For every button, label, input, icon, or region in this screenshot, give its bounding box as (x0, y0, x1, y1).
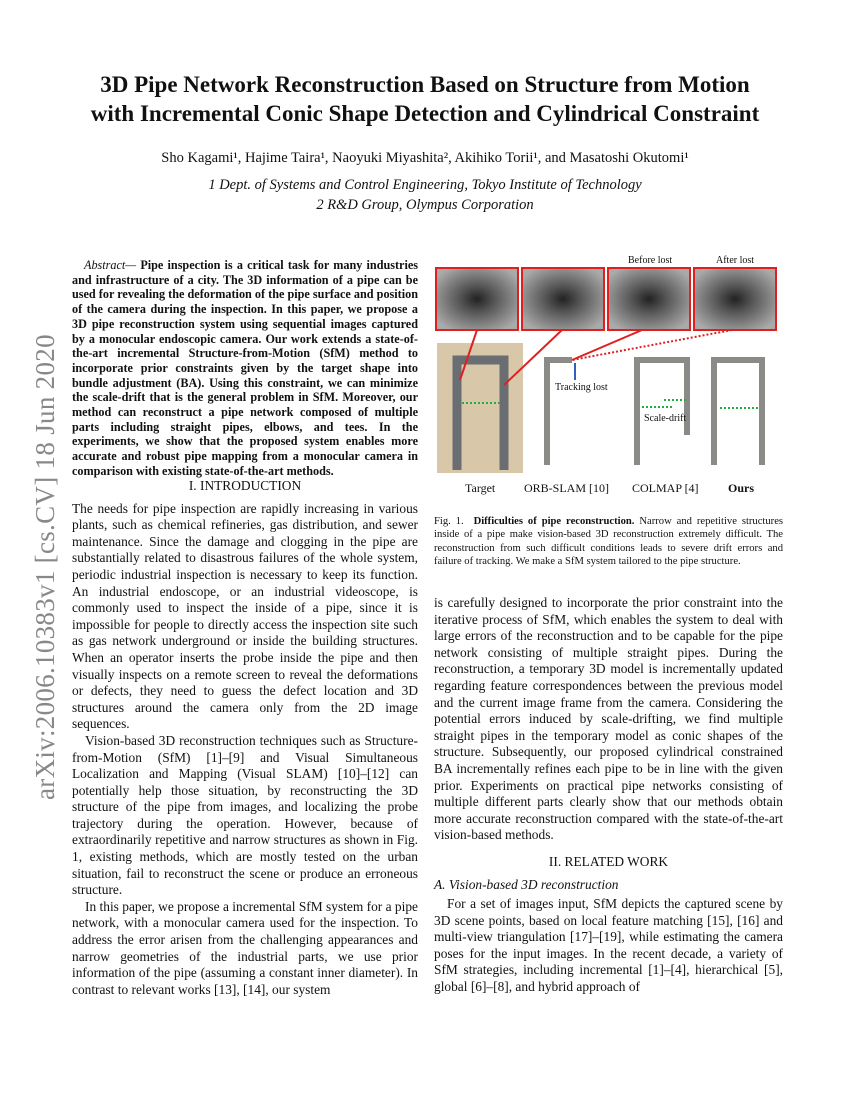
introduction (72, 478, 418, 998)
figure-1-image (432, 255, 787, 500)
subsection-heading-vision-based: A. Vision-based 3D reconstruction (434, 876, 619, 892)
column-label-colmap: COLMAP [4] (632, 481, 699, 495)
arxiv-stamp: arXiv:2006.10383v1 [cs.CV] 18 Jun 2020 (30, 334, 60, 800)
ours-reconstruction (714, 360, 762, 465)
authors: Sho Kagami¹, Hajime Taira¹, Naoyuki Miyashita², Akihiko Torii¹, and Masatoshi Okutomi¹ (161, 150, 689, 166)
caption-title: Difficulties of pipe reconstruction. (473, 516, 635, 527)
caption-prefix: Fig. 1. (434, 516, 464, 527)
column-label-target: Target (465, 481, 496, 495)
intro-paragraph-1: The needs for pipe inspection are rapidly increasing in various plants, such as chemical refineries, gas distribution, and sewer maintenance. Since the damage and clogging in the pipe are substantially related to disastrous failures of the whole system, periodic industrial inspection is necessary to keep its function. An industrial endoscope, or an industrial videoscope, is commonly used to inspect the inside of a pipe, since it is impossible for people to directly access the inspection site such as gas network underground or inside the building structures. When an operator inserts the probe inside the pipe and then visually inspects on a remote screen to reveal the deformations or defects, they need to guess the defect location and 3D structures around the camera only from the 2D image sequences. (72, 500, 418, 732)
endoscope-frame-after-lost (694, 268, 776, 330)
caption-text: Narrow and repetitive structures inside of a pipe make vision-based 3D reconstruction extremely difficult. The reconstruction from such difficult conditions leads to severe drift errors and failure of tracking. We make a SfM system tailored to the pipe structure. (434, 516, 784, 567)
abstract-label: Abstract— (84, 258, 137, 272)
section-heading-related-work: II. RELATED WORK (548, 853, 669, 869)
figure-1 (432, 255, 787, 500)
title-line-2: with Incremental Conic Shape Detection and Cylindrical Constraint (90, 101, 760, 126)
intro-paragraph-2: Vision-based 3D reconstruction techniques such as Structure-from-Motion (SfM) [1]–[9] and Visual Simultaneous Localization and Mapping (Visual SLAM) [10]–[12] can potentially help those situation, by reconstructing the 3D structure of the pipe from images, and localizing the probe trajectory during the operation. However, because of extraordinarily repetitive and narrow structures as shown in Fig. 1, existing methods, which are mostly tested on the urban situation, fail to reconstruct the scene or produce an erroneous structure. (72, 732, 418, 898)
orb-slam-reconstruction (547, 360, 572, 465)
label-scale-drift: Scale-drift (644, 413, 687, 424)
related-work-paragraph-1: For a set of images input, SfM depicts the captured scene by 3D scene points, based on local feature matching [15], [16] and multi-view triangulation [17]–[19], while estimating the camera poses for the input images. In the recent decade, a variety of SfM strategies, including incremental [1]–[4], hierarchical [5], global [6]–[8], and hybrid approach of (434, 896, 783, 995)
section-heading-introduction: I. INTRODUCTION (188, 478, 302, 493)
affiliation-2: 2 R&D Group, Olympus Corporation (316, 197, 534, 213)
label-before-lost: Before lost (628, 255, 673, 266)
label-after-lost: After lost (716, 255, 755, 266)
title-line-1: 3D Pipe Network Reconstruction Based on Structure from Motion (100, 72, 750, 97)
endoscope-frame-before-lost (608, 268, 690, 330)
affiliations (40, 175, 810, 215)
intro-paragraph-3: In this paper, we propose a incremental SfM system for a pipe network, with a monocular camera used for the inspection. To address the error arisen from the challenging appearances and narrow geometries of the industrial parts, we use prior information of the pipe (assuming a constant inner diameter). In contrast to relevant works [13], [14], our system (72, 898, 418, 997)
abstract (72, 258, 418, 479)
endoscope-frame-1 (436, 268, 518, 330)
endoscope-frame-2 (522, 268, 604, 330)
paper-title (40, 70, 810, 128)
intro-paragraph-continued: is carefully designed to incorporate the prior constraint into the iterative process of SfM, which enables the system to deal with large errors of the reconstruction and to be capable for the pipe network consisting of multiple straight pipes. During the reconstruction, a temporary 3D model is incrementally updated regarding feature correspondences between the previous model and the current image frame from the camera. Considering the potential errors induced by scale-drifting, we find multiple straight pipes in the temporary model as conic shapes of the structure. Subsequently, our proposed cylindrical constrained BA incrementally refines each pipe to be in line with the given prior. Experiments on practical pipe networks consisting of multiple different parts clearly show that our methods obtain more accurate reconstruction compared with the state-of-the-art vision-based methods. (434, 595, 783, 843)
abstract-text: Pipe inspection is a critical task for many industries and infrastructure of a city. The 3D information of a pipe can be used for revealing the deformation of the pipe surface and position of the camera during the inspection. In this paper, we propose a 3D pipe reconstruction system using sequential images captured by a monocular endoscopic camera. Our work extends a state-of-the-art incremental Structure-from-Motion (SfM) method to incorporate prior constraints given by the target shape into bundle adjustment (BA). Using this constraint, we can minimize the scale-drift that is the general problem in SfM. Moreover, our method can reconstruct a pipe network composed of multiple parts including straight pipes, elbows, and tees. In the experiments, we show that the proposed system enables more accurate and robust pipe mapping from a monocular camera in comparison with existing state-of-the-art methods. (72, 258, 418, 478)
column-label-orb-slam: ORB-SLAM [10] (524, 481, 610, 495)
right-column-text (434, 595, 783, 996)
affiliation-1: 1 Dept. of Systems and Control Engineering, Tokyo Institute of Technology (208, 177, 642, 193)
label-tracking-lost: Tracking lost (555, 382, 608, 393)
figure-1-caption (434, 515, 783, 568)
column-label-ours: Ours (728, 481, 755, 495)
